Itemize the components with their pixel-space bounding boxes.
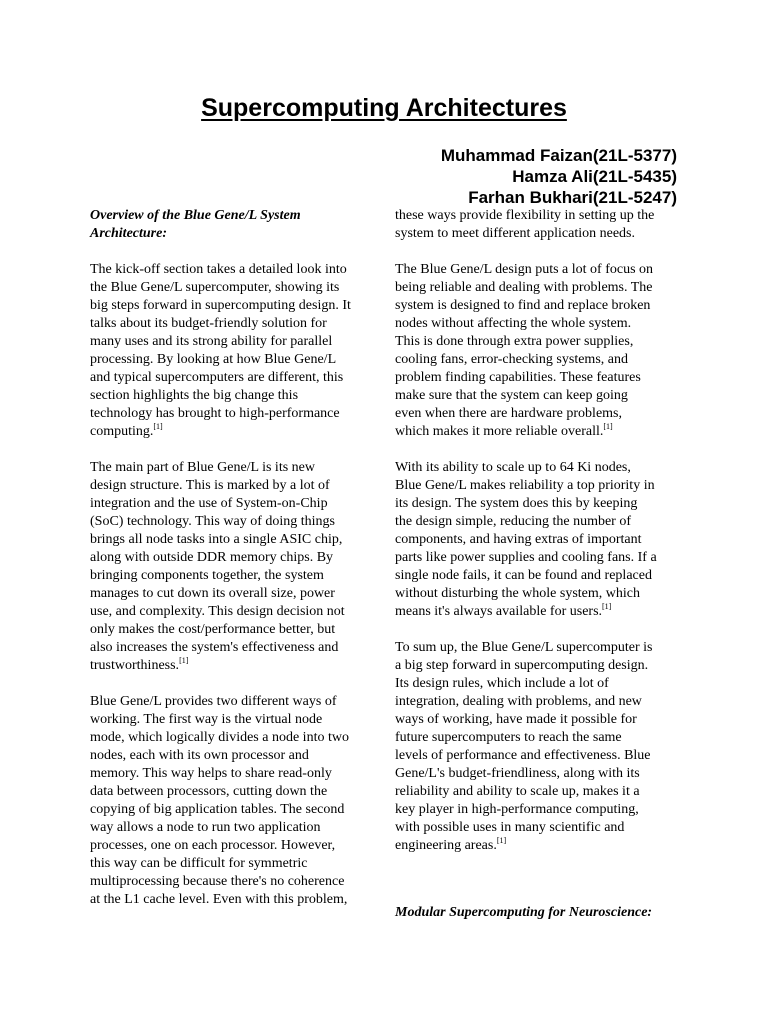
text-line — [90, 315, 375, 333]
citation-reference: [1] — [602, 602, 612, 611]
line-text: make sure that the system can keep going — [395, 388, 628, 403]
citation-reference: [1] — [496, 836, 507, 845]
text-line — [395, 423, 680, 441]
text-line — [395, 261, 680, 279]
text-line — [395, 297, 680, 315]
text-line — [395, 711, 680, 729]
line-text: With its ability to scale up to 64 Ki nodes, — [395, 460, 631, 475]
line-text: along with outside DDR memory chips. By — [90, 550, 334, 565]
line-text: way allows a node to run two application — [90, 820, 321, 835]
line-text: a big step forward in supercomputing design. — [395, 658, 649, 673]
paragraph-spacer — [90, 675, 375, 693]
line-text: cooling fans, error-checking systems, and — [395, 352, 628, 367]
text-line — [90, 513, 375, 531]
text-line — [395, 207, 680, 225]
text-line — [395, 387, 680, 405]
line-text: multiprocessing because there's no coherence — [90, 874, 345, 889]
text-line — [90, 819, 375, 837]
line-text: at the L1 cache level. Even with this problem, — [90, 892, 348, 907]
citation-reference: [1] — [603, 422, 613, 431]
text-line — [395, 225, 680, 243]
text-line — [90, 477, 375, 495]
text-line — [395, 693, 680, 711]
text-line — [395, 567, 680, 585]
line-text: computing. — [90, 424, 154, 439]
paragraph — [395, 207, 680, 243]
line-text: To sum up, the Blue Gene/L supercomputer is — [395, 640, 653, 655]
line-text: manages to cut down its overall size, power — [90, 586, 335, 601]
line-text: design structure. This is marked by a lot of — [90, 478, 330, 493]
text-line — [90, 783, 375, 801]
author-line: Muhammad Faizan(21L-5377) — [440, 146, 677, 165]
line-text: which makes it more reliable overall. — [395, 424, 604, 439]
line-text: Its design rules, which include a lot of — [395, 676, 609, 691]
line-text: integration and the use of System-on-Chip — [90, 496, 328, 511]
line-text: future supercomputers to reach the same — [395, 730, 622, 745]
line-text: even when there are hardware problems, — [395, 406, 623, 421]
line-text: system to meet different application needs. — [395, 226, 636, 241]
text-line — [90, 261, 375, 279]
text-line — [90, 369, 375, 387]
paragraph — [395, 639, 680, 855]
paragraph-spacer — [395, 243, 680, 261]
text-line — [395, 837, 680, 855]
line-text: working. The first way is the virtual node — [90, 712, 323, 727]
line-text: also increases the system's effectiveness and — [90, 640, 339, 655]
text-line — [90, 423, 375, 441]
paragraph — [90, 459, 375, 675]
line-text: The main part of Blue Gene/L is its new — [90, 460, 315, 475]
section-heading-neuroscience: Modular Supercomputing for Neuroscience: — [395, 905, 653, 920]
line-text: nodes without affecting the whole system. — [395, 316, 632, 331]
text-line — [395, 657, 680, 675]
paragraph — [395, 261, 680, 441]
text-line — [90, 621, 375, 639]
text-line — [395, 747, 680, 765]
line-text: Blue Gene/L makes reliability a top priority in — [395, 478, 655, 493]
text-line — [90, 711, 375, 729]
text-line — [90, 567, 375, 585]
text-line — [395, 675, 680, 693]
text-line — [395, 477, 680, 495]
text-line — [90, 855, 375, 873]
text-line — [90, 729, 375, 747]
text-line — [395, 459, 680, 477]
text-line — [90, 603, 375, 621]
line-text: bringing components together, the system — [90, 568, 324, 583]
text-line — [90, 531, 375, 549]
text-line — [90, 495, 375, 513]
text-line — [90, 351, 375, 369]
line-text: with possible uses in many scientific and — [395, 820, 625, 835]
paragraph — [90, 693, 375, 909]
text-line — [395, 765, 680, 783]
text-line — [395, 333, 680, 351]
document-title: Supercomputing Architectures — [201, 94, 567, 122]
author-list — [441, 145, 677, 208]
text-line — [90, 657, 375, 675]
text-line — [90, 891, 375, 909]
text-line — [90, 873, 375, 891]
line-text: Blue Gene/L provides two different ways of — [90, 694, 337, 709]
section-heading-overview: Architecture: — [90, 226, 167, 241]
line-text: Gene/L's budget-friendliness, along with its — [395, 766, 640, 781]
line-text: the design simple, reducing the number of — [395, 514, 631, 529]
author-line: Farhan Bukhari(21L-5247) — [468, 188, 677, 207]
text-line — [395, 495, 680, 513]
text-line — [395, 513, 680, 531]
line-text: The Blue Gene/L design puts a lot of focus on — [395, 262, 654, 277]
line-text: The kick-off section takes a detailed look into — [90, 262, 347, 277]
line-text: problem finding capabilities. These features — [395, 370, 641, 385]
line-text: means it's always available for users. — [395, 604, 603, 619]
line-text: being reliable and dealing with problems. The — [395, 280, 653, 295]
text-line — [395, 405, 680, 423]
text-line — [90, 801, 375, 819]
line-text: section highlights the big change this — [90, 388, 299, 403]
text-line — [395, 729, 680, 747]
line-text: mode, which logically divides a node into two — [90, 730, 349, 745]
line-text: reliability and ability to scale up, makes it a — [395, 784, 640, 799]
line-text: these ways provide flexibility in setting up the — [395, 208, 655, 223]
text-line — [395, 549, 680, 567]
right-column — [395, 207, 680, 855]
paragraph-spacer — [90, 243, 375, 261]
paragraph — [395, 459, 680, 621]
text-line — [90, 279, 375, 297]
line-text: (SoC) technology. This way of doing things — [90, 514, 335, 529]
line-text: components, and having extras of important — [395, 532, 642, 547]
text-line — [395, 315, 680, 333]
text-line — [395, 801, 680, 819]
text-line — [90, 459, 375, 477]
paragraph — [90, 261, 375, 441]
line-text: ways of working, have made it possible for — [395, 712, 637, 727]
line-text: use, and complexity. This design decision not — [90, 604, 345, 619]
line-text: single node fails, it can be found and replaced — [395, 568, 652, 583]
paragraph-spacer — [395, 441, 680, 459]
line-text: integration, dealing with problems, and new — [395, 694, 642, 709]
text-line — [395, 369, 680, 387]
line-text: this way can be difficult for symmetric — [90, 856, 308, 871]
line-text: memory. This way helps to share read-only — [90, 766, 332, 781]
line-text: technology has brought to high-performance — [90, 406, 340, 421]
line-text: data between processors, cutting down the — [90, 784, 328, 799]
line-text: nodes, each with its own processor and — [90, 748, 309, 763]
text-line — [90, 333, 375, 351]
text-line — [395, 531, 680, 549]
line-text: brings all node tasks into a single ASIC chip, — [90, 532, 343, 547]
text-line — [395, 819, 680, 837]
text-line — [90, 549, 375, 567]
line-text: processes, one on each processor. However, — [90, 838, 336, 853]
line-text: processing. By looking at how Blue Gene/L — [90, 352, 337, 367]
author-line: Hamza Ali(21L-5435) — [512, 167, 677, 186]
text-line — [395, 639, 680, 657]
left-column — [90, 207, 375, 909]
text-line — [90, 387, 375, 405]
line-text: key player in high-performance computing, — [395, 802, 639, 817]
paragraph-spacer — [395, 621, 680, 639]
line-text: talks about its budget-friendly solution for — [90, 316, 327, 331]
line-text: system is designed to find and replace broken — [395, 298, 651, 313]
line-text: levels of performance and effectiveness. Blue — [395, 748, 651, 763]
text-line — [395, 279, 680, 297]
paragraph-spacer — [90, 441, 375, 459]
text-line — [395, 585, 680, 603]
line-text: engineering areas. — [395, 838, 497, 853]
line-text: and typical supercomputers are different, this — [90, 370, 344, 385]
line-text: the Blue Gene/L supercomputer, showing its — [90, 280, 340, 295]
text-line — [395, 351, 680, 369]
text-line — [90, 405, 375, 423]
text-line — [395, 783, 680, 801]
line-text: trustworthiness. — [90, 658, 180, 673]
line-text: without disturbing the whole system, which — [395, 586, 640, 601]
line-text: its design. The system does this by keeping — [395, 496, 638, 511]
section-heading-overview: Overview of the Blue Gene/L System — [90, 208, 301, 223]
citation-reference: [1] — [179, 656, 189, 665]
text-line — [90, 639, 375, 657]
line-text: big steps forward in supercomputing design. It — [90, 298, 351, 313]
text-line — [90, 297, 375, 315]
text-line — [90, 747, 375, 765]
line-text: copying of big application tables. The second — [90, 802, 345, 817]
line-text: only makes the cost/performance better, but — [90, 622, 336, 637]
line-text: parts like power supplies and cooling fans. If a — [395, 550, 657, 565]
text-line — [90, 585, 375, 603]
line-text: This is done through extra power supplies, — [395, 334, 634, 349]
text-line — [90, 693, 375, 711]
text-line — [90, 837, 375, 855]
text-line — [90, 765, 375, 783]
line-text: many uses and its strong ability for parallel — [90, 334, 333, 349]
text-line — [395, 603, 680, 621]
citation-reference: [1] — [153, 422, 163, 431]
